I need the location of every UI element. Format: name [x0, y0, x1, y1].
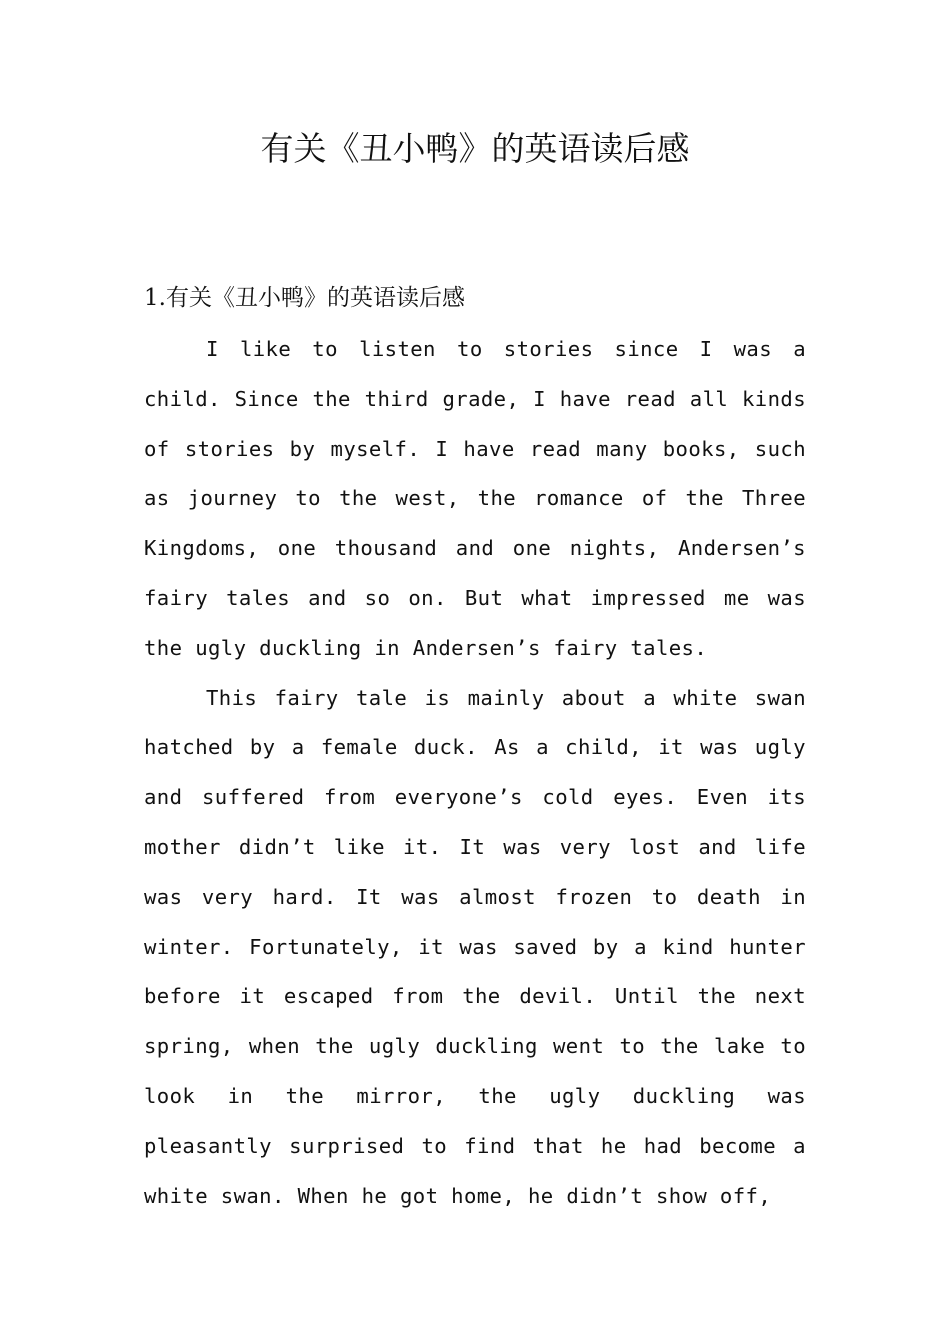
document-title: 有关《丑小鸭》的英语读后感	[260, 129, 690, 168]
section-heading: 1.有关《丑小鸭》的英语读后感	[144, 285, 465, 311]
document-body	[144, 325, 806, 1221]
paragraph-1: I like to listen to stories since I was a child. Since the third grade, I have read all kinds of stories by myself. I have read many books, such as journey to the west, the romance of the Three Kingdoms, one thousand and one nights, Andersen’s fairy tales and so on. But what impressed me was the ugly duckling in Andersen’s fairy tales.	[144, 337, 806, 660]
paragraph-2: This fairy tale is mainly about a white swan hatched by a female duck. As a child, it was ugly and suffered from everyone’s cold eyes. Even its mother didn’t like it. It was very lost and life was very hard. It was almost frozen to death in winter. Fortunately, it was saved by a kind hunter before it escaped from the devil. Until the next spring, when the ugly duckling went to the lake to look in the mirror, the ugly duckling was pleasantly surprised to find that he had become a white swan. When he got home, he didn’t show off,	[144, 685, 806, 1208]
